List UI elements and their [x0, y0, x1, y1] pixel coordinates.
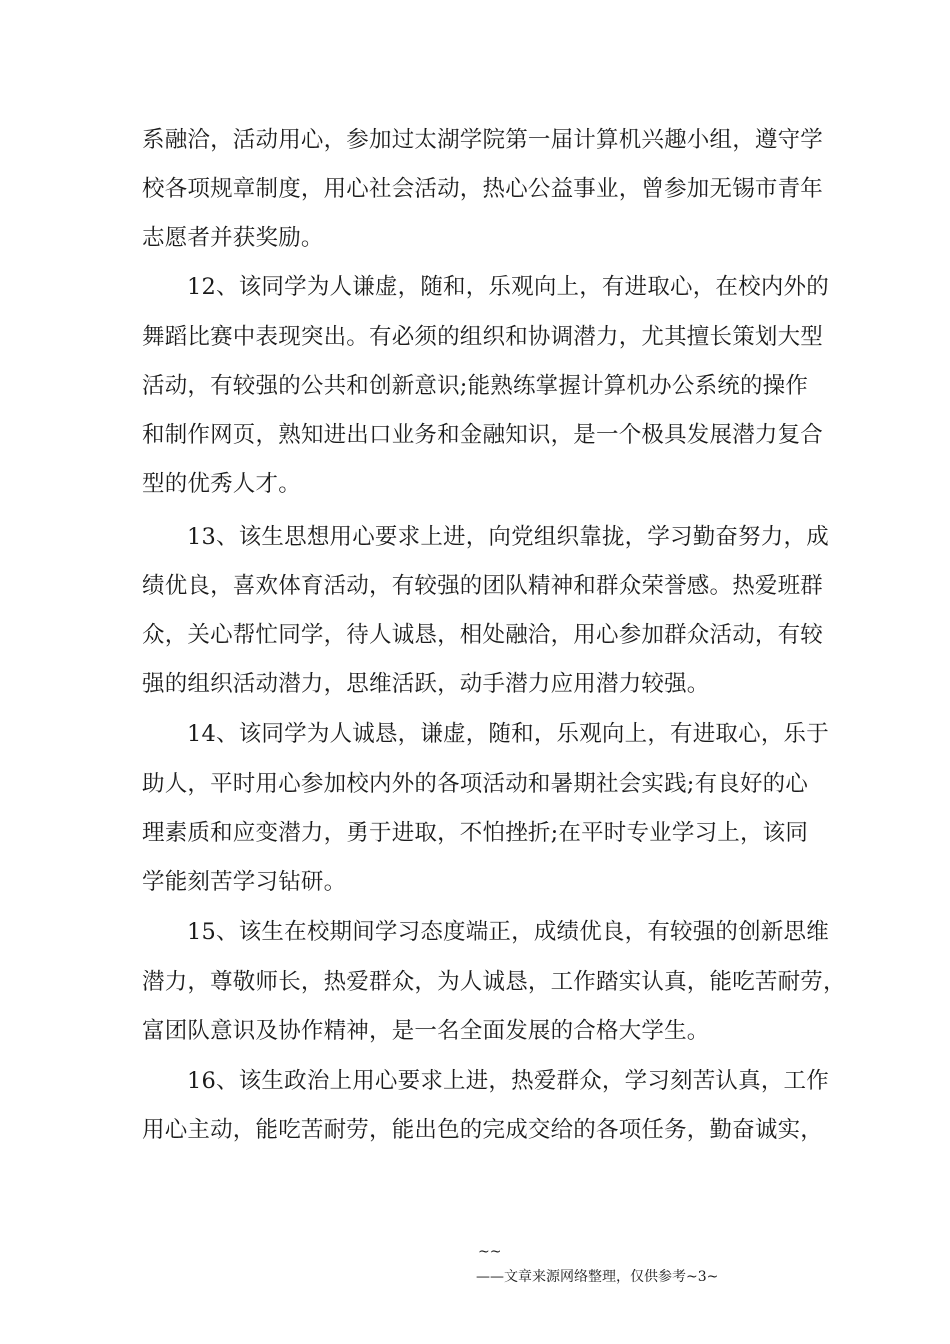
paragraph-line: 13、该生思想用心要求上进，向党组织靠拢，学习勤奋努力，成 — [187, 524, 829, 550]
paragraph-line: 14、该同学为人诚恳，谦虚，随和，乐观向上，有进取心，乐于 — [187, 721, 829, 747]
paragraph-line: 富团队意识及协作精神，是一名全面发展的合格大学生。 — [142, 1018, 710, 1044]
paragraph-line: 用心主动，能吃苦耐劳，能出色的完成交给的各项任务，勤奋诚实， — [142, 1117, 824, 1143]
paragraph-line: 众，关心帮忙同学，待人诚恳，相处融洽，用心参加群众活动，有较 — [142, 622, 824, 648]
paragraph-line: 15、该生在校期间学习态度端正，成绩优良，有较强的创新思维 — [187, 919, 829, 945]
paragraph-line: 强的组织活动潜力，思维活跃，动手潜力应用潜力较强。 — [142, 671, 710, 697]
paragraph-line: 潜力，尊敬师长，热爱群众，为人诚恳，工作踏实认真，能吃苦耐劳， — [142, 969, 846, 995]
footer-mark: ~~ — [478, 1244, 502, 1260]
paragraph-line: 校各项规章制度，用心社会活动，热心公益事业，曾参加无锡市青年 — [142, 176, 824, 202]
paragraph-line: 理素质和应变潜力，勇于进取，不怕挫折;在平时专业学习上，该同 — [142, 820, 809, 846]
paragraph-line: 16、该生政治上用心要求上进，热爱群众，学习刻苦认真，工作 — [187, 1068, 829, 1094]
paragraph-line: 志愿者并获奖励。 — [142, 225, 324, 251]
paragraph-line: 舞蹈比赛中表现突出。有必须的组织和协调潜力，尤其擅长策划大型 — [142, 324, 824, 350]
footer-note: ——文章来源网络整理，仅供参考~3~ — [476, 1269, 719, 1285]
paragraph-line: 系融洽，活动用心，参加过太湖学院第一届计算机兴趣小组，遵守学 — [142, 127, 824, 153]
paragraph-line: 助人，平时用心参加校内外的各项活动和暑期社会实践;有良好的心 — [142, 771, 809, 797]
paragraph-line: 活动，有较强的公共和创新意识;能熟练掌握计算机办公系统的操作 — [142, 373, 809, 399]
paragraph-line: 12、该同学为人谦虚，随和，乐观向上，有进取心，在校内外的 — [187, 274, 829, 300]
paragraph-line: 型的优秀人才。 — [142, 471, 301, 497]
paragraph-line: 绩优良，喜欢体育活动，有较强的团队精神和群众荣誉感。热爱班群 — [142, 573, 824, 599]
paragraph-line: 和制作网页，熟知进出口业务和金融知识，是一个极具发展潜力复合 — [142, 422, 824, 448]
paragraph-line: 学能刻苦学习钻研。 — [142, 869, 347, 895]
